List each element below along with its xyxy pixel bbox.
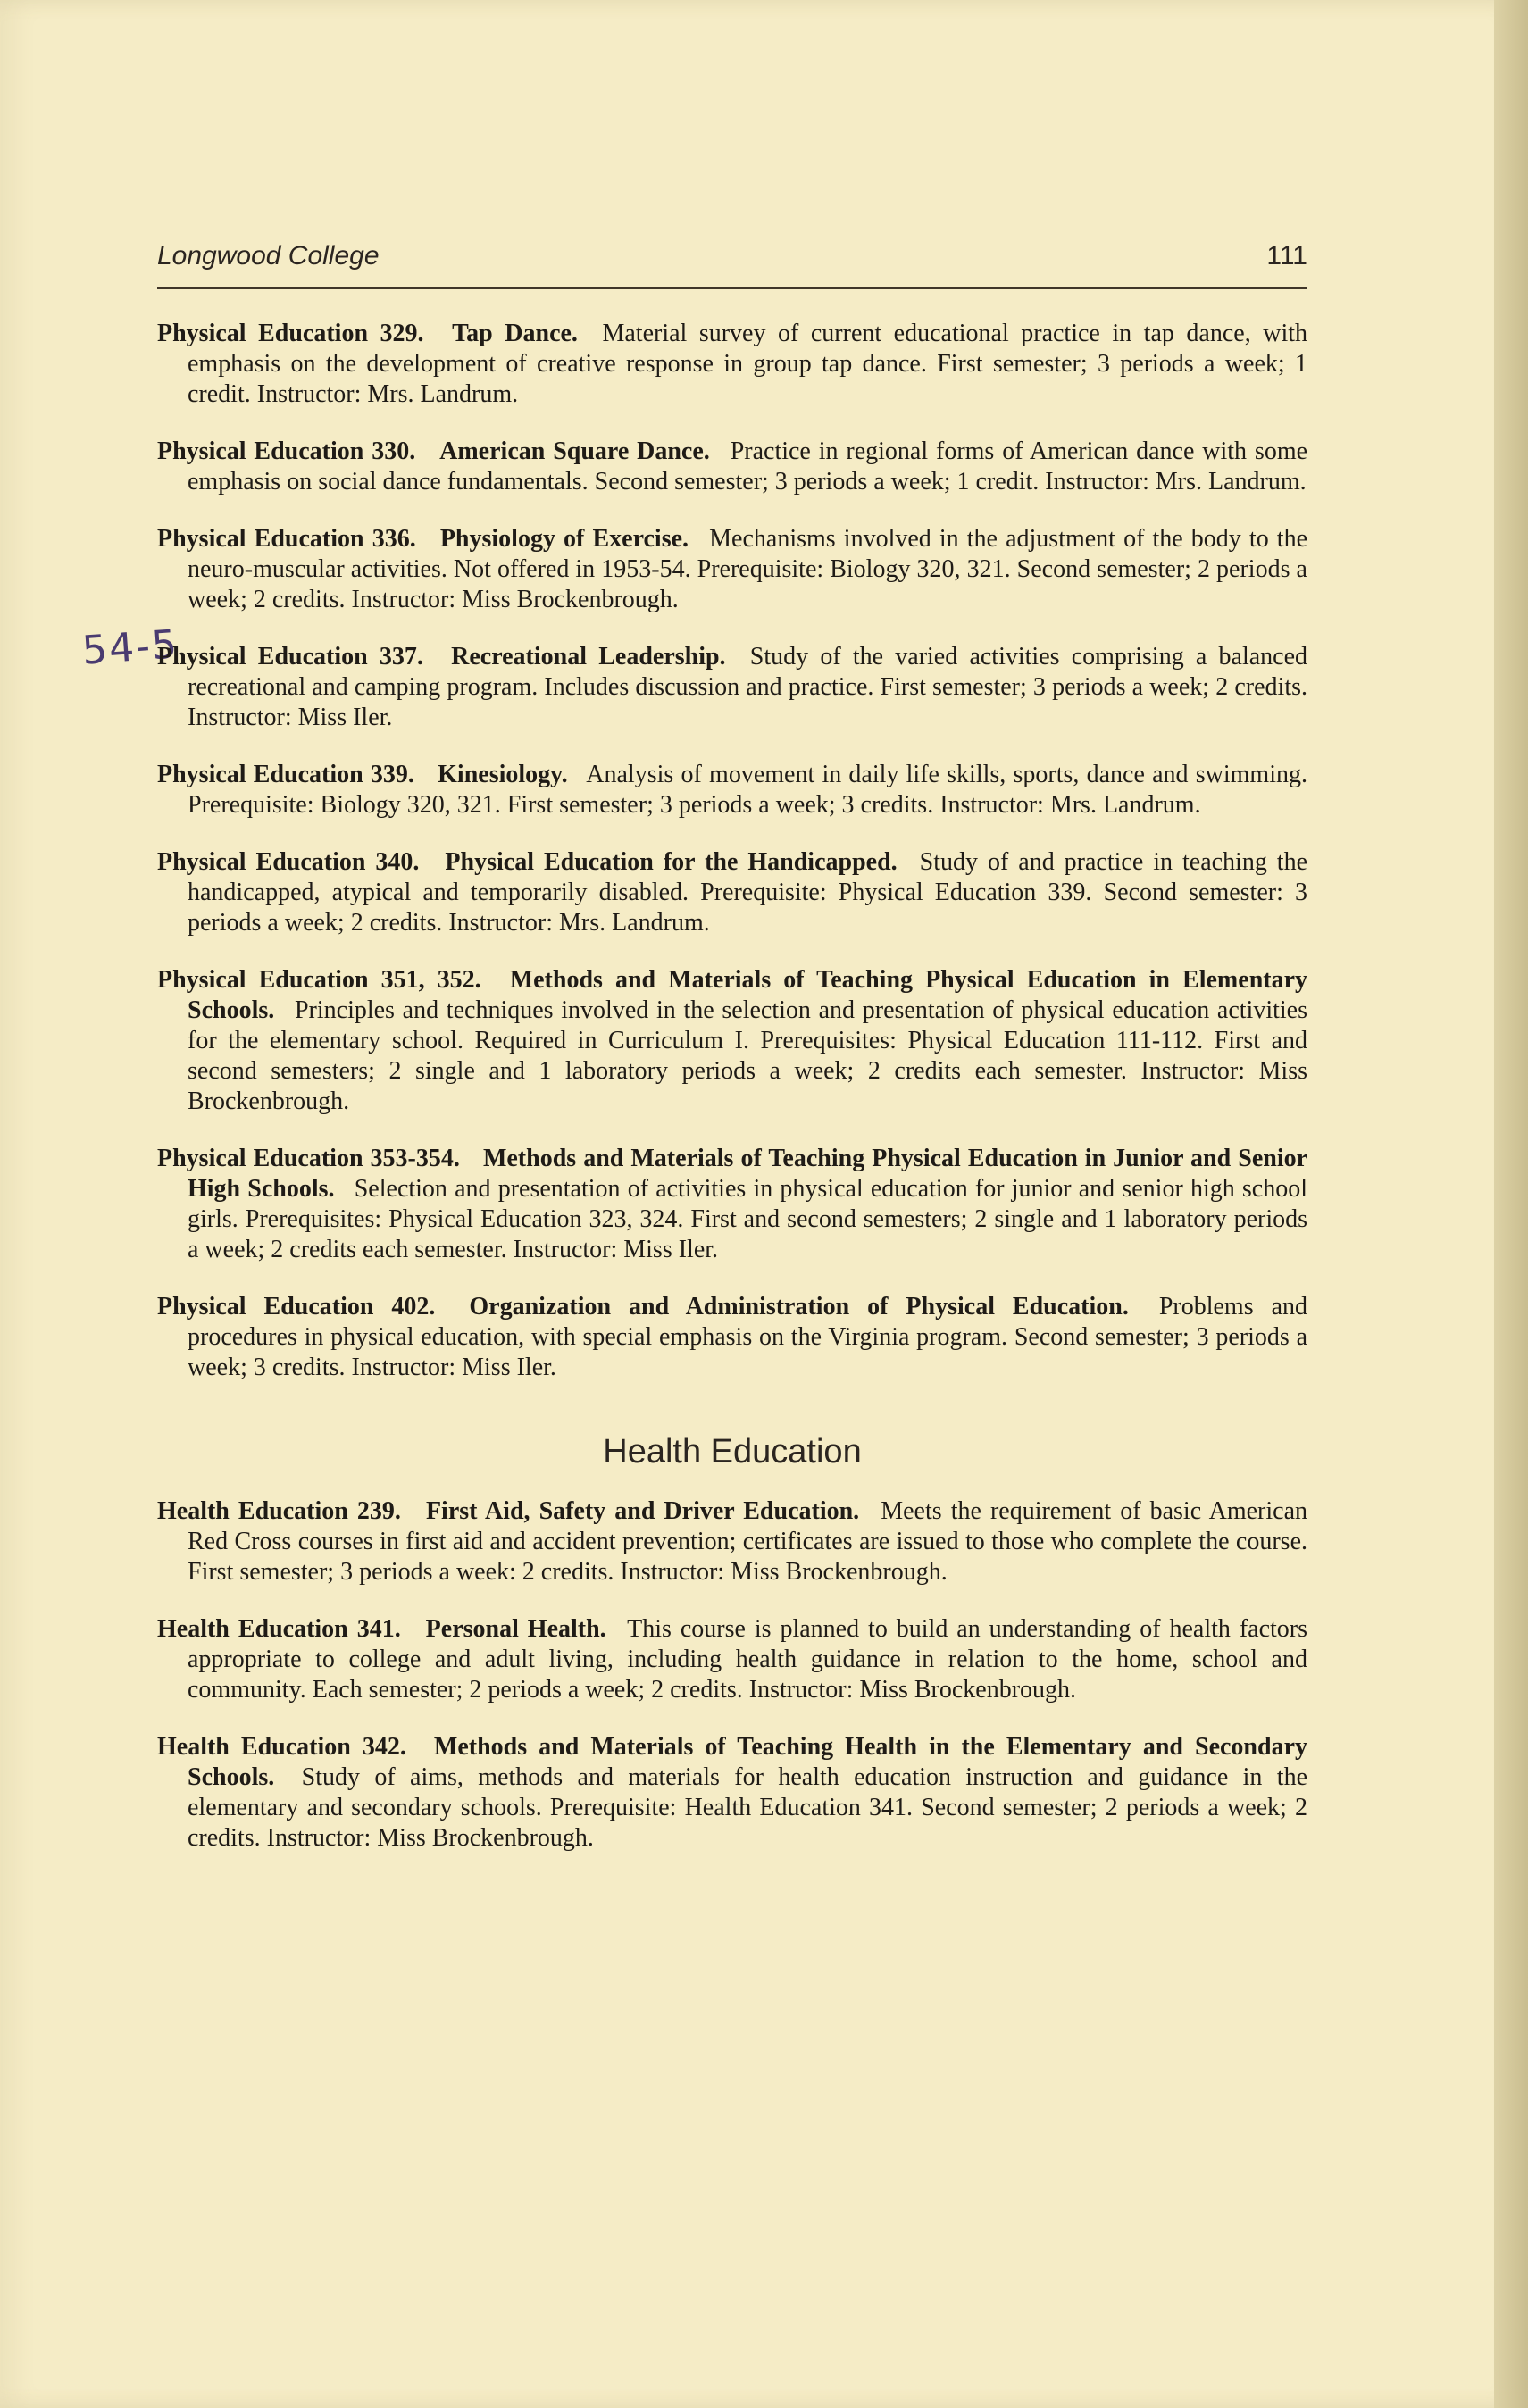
page-number: 111 [1266, 241, 1307, 271]
course-entry [157, 524, 1307, 615]
course-entry [157, 965, 1307, 1117]
page-edge [1494, 0, 1528, 2408]
course-entry [157, 1732, 1307, 1854]
course-name: Kinesiology. [438, 761, 568, 788]
course-description: Study of and practice in teaching the handicapped, atypical and temporarily disabled. Prerequisite: Physical Education 339. Second semester: 3 periods a week; 2 credits. Instructor: Mrs. Landrum. [188, 848, 1308, 937]
course-description: Material survey of current educational practice in tap dance, with emphasis on the development of creative response in group tap dance. First semester; 3 periods a week; 1 credit. Instructor: Mrs. Landrum. [188, 320, 1308, 408]
course-name: Physiology of Exercise. [439, 525, 689, 553]
course-description: Study of aims, methods and materials for health education instruction and guidance in the elementary and secondary schools. Prerequisite: Health Education 341. Second semester; 2 periods a week; 2 credits. Instructor: Miss Brockenbrough. [188, 1763, 1308, 1852]
course-code: Physical Education 329. [157, 320, 424, 347]
course-entry [157, 847, 1307, 938]
pe-section [157, 319, 1307, 1383]
course-name: First Aid, Safety and Driver Education. [425, 1497, 860, 1525]
course-code: Physical Education 402. [157, 1293, 436, 1321]
course-description: Meets the requirement of basic American Red Cross courses in first aid and accident prevention; certificates are issued to those who complete the course. First semester; 3 periods a week: 2 credits. Instructor: Miss Brockenbrough. [188, 1497, 1308, 1586]
course-code: Physical Education 336. [157, 525, 416, 553]
course-description: Selection and presentation of activities in physical education for junior and senior high school girls. Prerequisites: Physical Education 323, 324. First and second semesters; 2 single and 1 laboratory periods a week; 2 credits each semester. Instructor: Miss Iler. [188, 1175, 1307, 1263]
course-code: Health Education 342. [157, 1733, 406, 1761]
running-title: Longwood College [157, 241, 380, 271]
course-name: Methods and Materials of Teaching Physical Education in Junior and Senior High Schools. [188, 1145, 1308, 1203]
page-header [157, 241, 1307, 289]
course-entry [157, 642, 1307, 733]
course-description: Study of the varied activities comprising a balanced recreational and camping program. Includes discussion and practice. First semester; 3 periods a week; 2 credits. Instructor: Miss Iler. [188, 643, 1308, 731]
course-description: Problems and procedures in physical education, with special emphasis on the Virginia program. Second semester; 3 periods a week; 3 credits. Instructor: Miss Iler. [188, 1293, 1308, 1381]
he-section [157, 1496, 1307, 1854]
handwritten-note: 54-5 [80, 621, 180, 674]
course-description: Analysis of movement in daily life skills, sports, dance and swimming. Prerequisite: Biology 320, 321. First semester; 3 periods a week; 3 credits. Instructor: Mrs. Landrum. [188, 761, 1307, 819]
course-code: Physical Education 353-354. [157, 1145, 460, 1172]
course-code: Physical Education 339. [157, 761, 414, 788]
course-name: Physical Education for the Handicapped. [445, 848, 898, 876]
course-code: Health Education 341. [157, 1615, 401, 1643]
course-entry [157, 1144, 1307, 1265]
course-code: Physical Education 330. [157, 437, 416, 465]
course-entry [157, 1496, 1307, 1587]
course-entry [157, 760, 1307, 821]
course-name: Personal Health. [425, 1615, 606, 1643]
course-name: American Square Dance. [439, 437, 710, 465]
course-entry [157, 319, 1307, 410]
course-code: Physical Education 337. [157, 643, 423, 671]
course-description: Mechanisms involved in the adjustment of the body to the neuro-muscular activities. Not offered in 1953-54. Prerequisite: Biology 320, 321. Second semester; 2 periods a week; 2 credits. Instructor: Miss Brockenbrough. [188, 525, 1308, 613]
course-entry [157, 1292, 1307, 1383]
course-name: Organization and Administration of Physical Education. [469, 1293, 1129, 1321]
section-title: Health Education [603, 1433, 862, 1471]
course-name: Recreational Leadership. [451, 643, 726, 671]
course-description: Practice in regional forms of American dance with some emphasis on social dance fundamentals. Second semester; 3 periods a week; 1 credit. Instructor: Mrs. Landrum. [188, 437, 1308, 496]
course-name: Methods and Materials of Teaching Health in the Elementary and Secondary Schools. [188, 1733, 1307, 1791]
course-description: Principles and techniques involved in the selection and presentation of physical education activities for the elementary school. Required in Curriculum I. Prerequisites: Physical Education 111-112. First and second semesters; 2 single and 1 laboratory periods a week; 2 credits each semester. Instructor: Miss Brockenbrough. [188, 996, 1308, 1115]
course-entry [157, 437, 1307, 497]
course-code: Physical Education 351, 352. [157, 966, 481, 994]
course-code: Physical Education 340. [157, 848, 420, 876]
course-description: This course is planned to build an understanding of health factors appropriate to college and adult living, including health guidance in relation to the home, school and community. Each semester; 2 periods a week; 2 credits. Instructor: Miss Brockenbrough. [188, 1615, 1308, 1704]
course-entry [157, 1614, 1307, 1705]
course-code: Health Education 239. [157, 1497, 401, 1525]
course-name: Tap Dance. [452, 320, 578, 347]
course-name: Methods and Materials of Teaching Physical Education in Elementary Schools. [188, 966, 1308, 1024]
course-listing [157, 319, 1307, 1880]
